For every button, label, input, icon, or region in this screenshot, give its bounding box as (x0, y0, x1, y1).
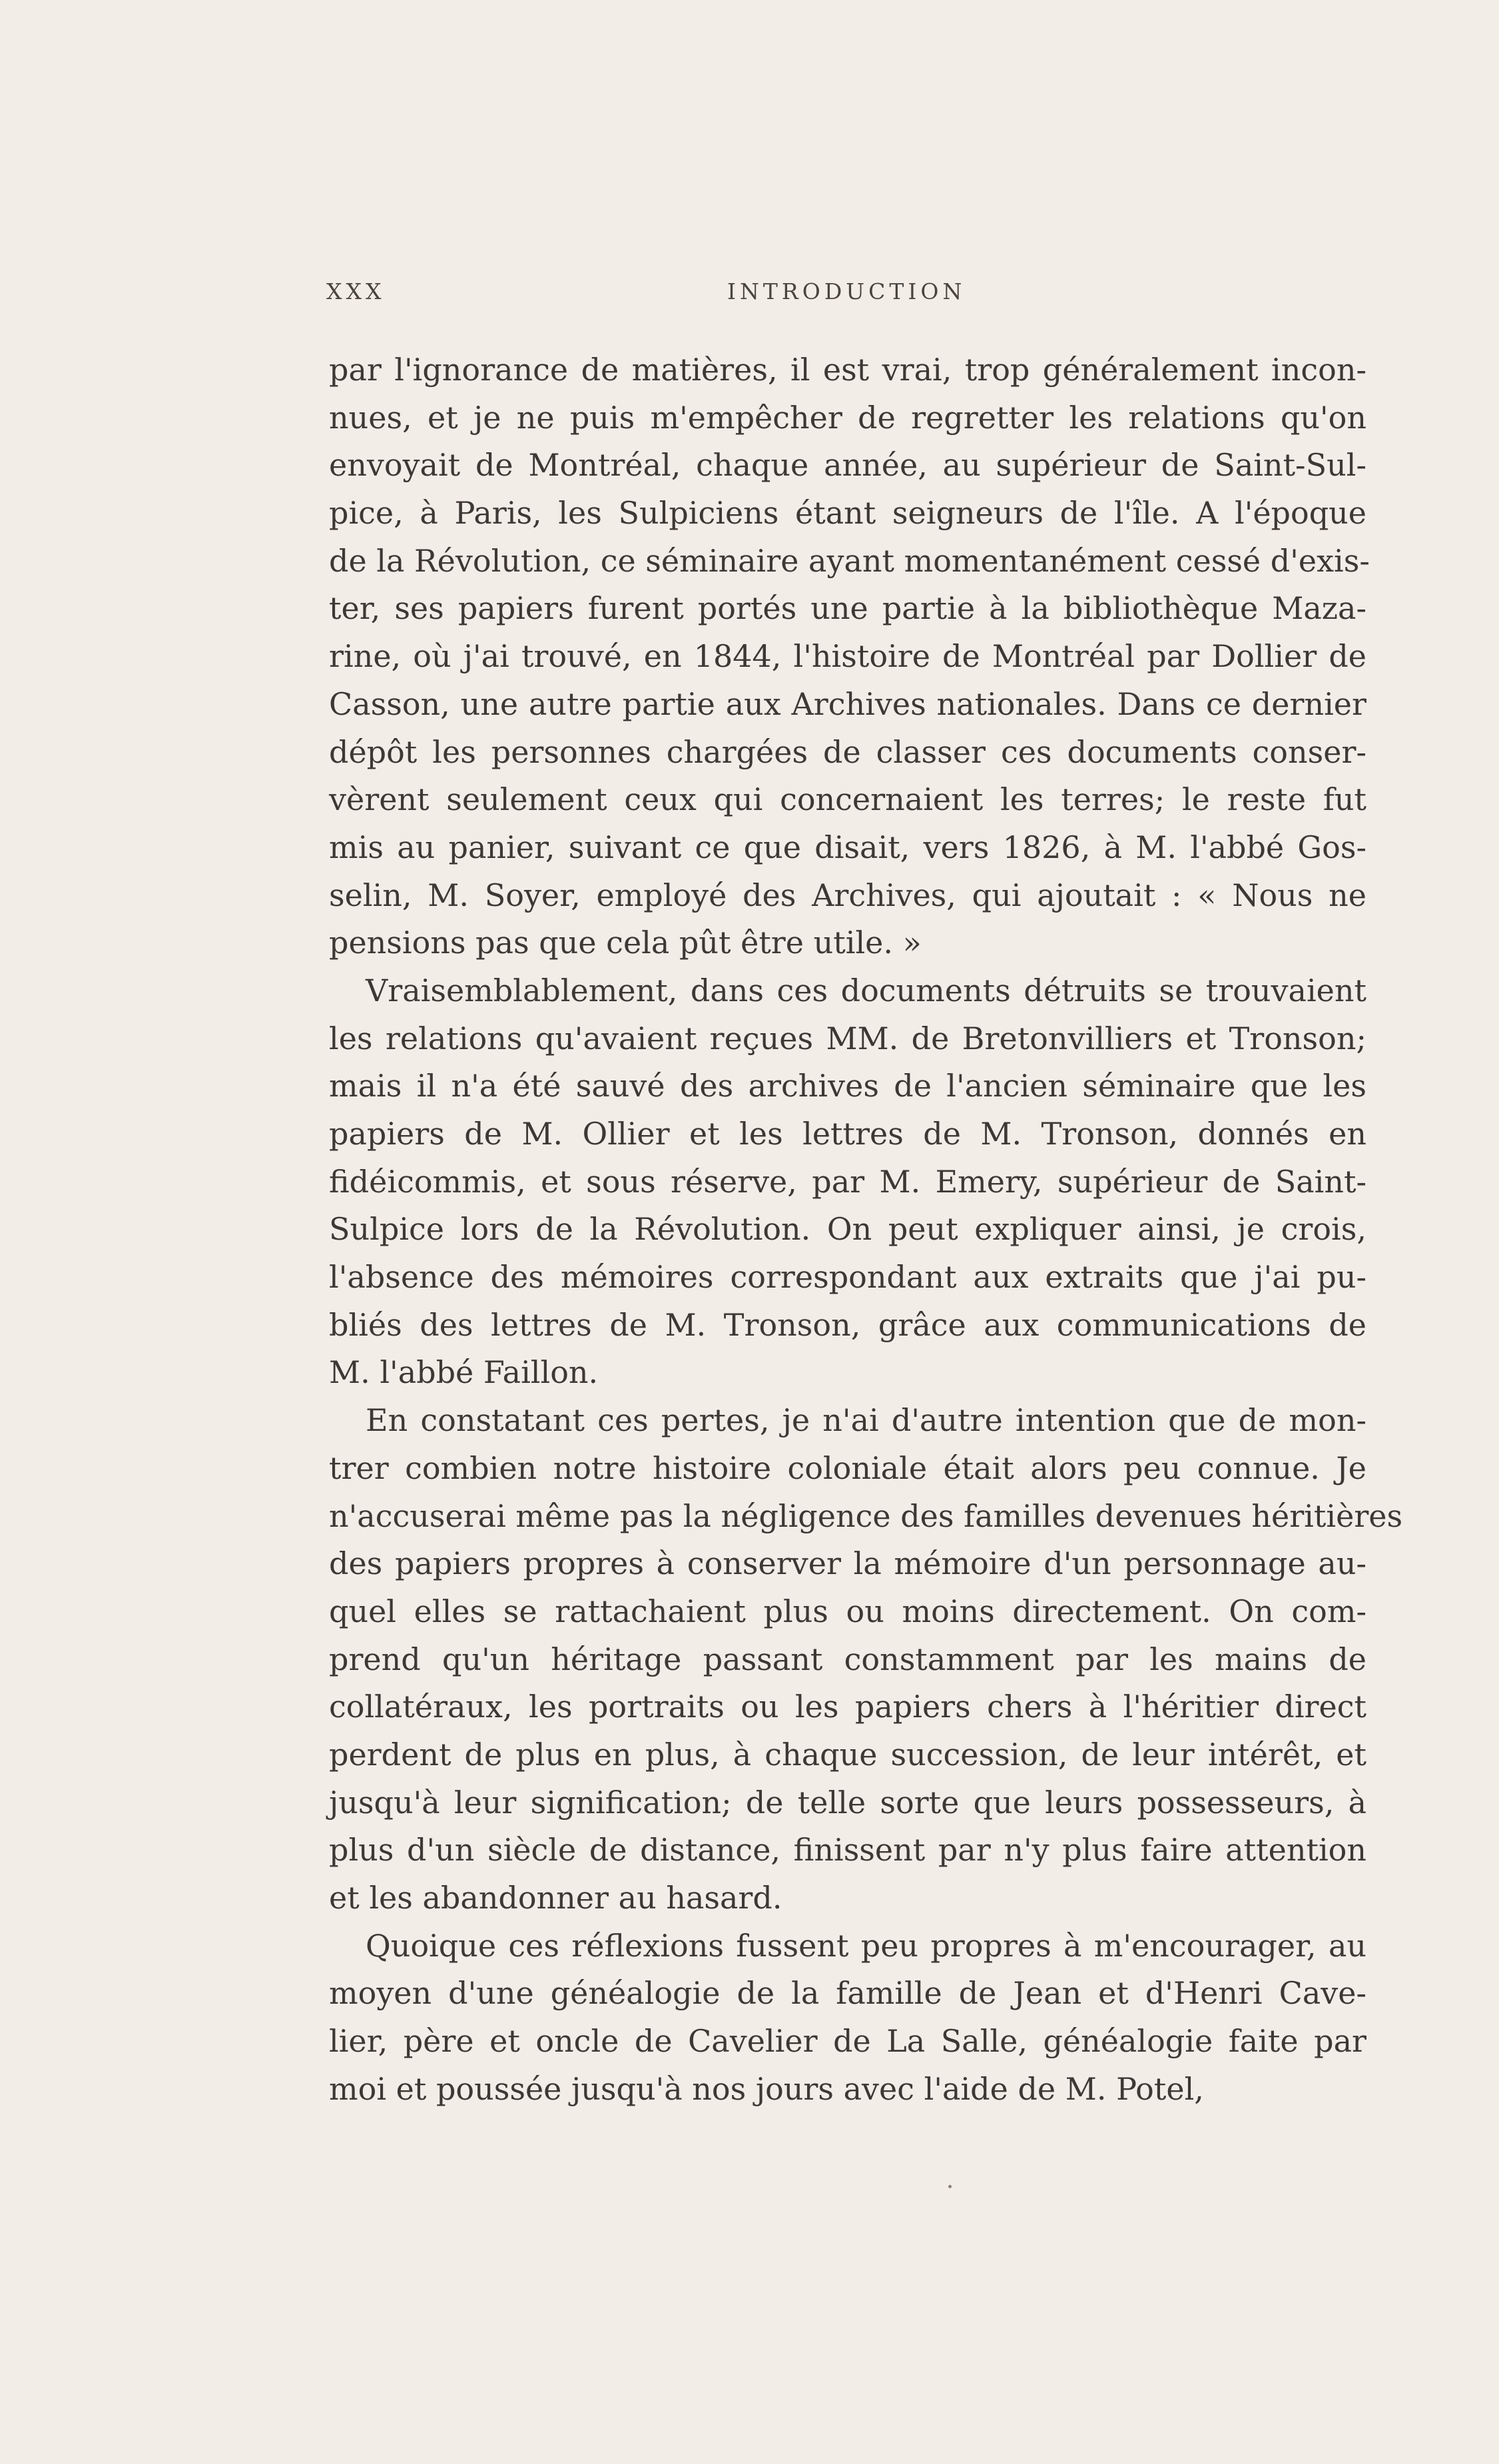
text-line: pice, à Paris, les Sulpiciens étant seigneurs de l'île. A l'époque (329, 495, 1366, 532)
text-line: trer combien notre histoire coloniale était alors peu connue. Je (329, 1449, 1366, 1486)
text-line: pensions pas que cela pût être utile. » (329, 925, 922, 961)
text-line: rine, où j'ai trouvé, en 1844, l'histoire de Montréal par Dollier de (329, 638, 1366, 675)
text-line: par l'ignorance de matières, il est vrai, trop généralement incon- (329, 352, 1366, 388)
chapter-title: INTRODUCTION (727, 278, 966, 304)
running-head (326, 278, 1365, 312)
text-line: selin, M. Soyer, employé des Archives, qui ajoutait : « Nous ne (329, 877, 1366, 913)
text-line: prend qu'un héritage passant constamment par les mains de (329, 1641, 1366, 1677)
text-line: perdent de plus en plus, à chaque succession, de leur intérêt, et (329, 1736, 1366, 1773)
text-line: vèrent seulement ceux qui concernaient les terres; le reste fut (329, 781, 1366, 818)
text-line: bliés des lettres de M. Tronson, grâce aux communications de (329, 1306, 1366, 1343)
text-line: mais il n'a été sauvé des archives de l'ancien séminaire que les (329, 1068, 1366, 1104)
text-line: En constatant ces pertes, je n'ai d'autre intention que de mon- (366, 1402, 1366, 1439)
text-line: moyen d'une généalogie de la famille de Jean et d'Henri Cave- (329, 1975, 1366, 2012)
text-line: Sulpice lors de la Révolution. On peut expliquer ainsi, je crois, (329, 1211, 1366, 1248)
text-line: des papiers propres à conserver la mémoire d'un personnage au- (329, 1545, 1366, 1582)
text-line: l'absence des mémoires correspondant aux extraits que j'ai pu- (329, 1259, 1366, 1296)
text-line: M. l'abbé Faillon. (329, 1354, 599, 1391)
text-line: mis au panier, suivant ce que disait, vers 1826, à M. l'abbé Gos- (329, 829, 1366, 865)
text-line: nues, et je ne puis m'empêcher de regretter les relations qu'on (329, 399, 1366, 436)
paper-speck (948, 2185, 952, 2188)
text-line: collatéraux, les portraits ou les papiers chers à l'héritier direct (329, 1689, 1366, 1725)
text-line: envoyait de Montréal, chaque année, au supérieur de Saint-Sul- (329, 447, 1366, 484)
body-text (329, 346, 1403, 2145)
text-line: jusqu'à leur signification; de telle sorte que leurs possesseurs, à (329, 1784, 1366, 1821)
text-line: Vraisemblablement, dans ces documents détruits se trouvaient (366, 972, 1366, 1009)
text-line: dépôt les personnes chargées de classer ces documents conser- (329, 733, 1366, 770)
text-line: les relations qu'avaient reçues MM. de Bretonvilliers et Tronson; (329, 1020, 1366, 1056)
text-line: Quoique ces réflexions fussent peu propres à m'encourager, au (366, 1927, 1366, 1964)
page-number: XXX (326, 278, 386, 304)
text-line: Casson, une autre partie aux Archives nationales. Dans ce dernier (329, 685, 1366, 722)
text-line: de la Révolution, ce séminaire ayant momentanément cessé d'exis- (329, 542, 1370, 579)
text-line: quel elles se rattachaient plus ou moins directement. On com- (329, 1593, 1366, 1629)
text-line: ter, ses papiers furent portés une partie à la bibliothèque Maza- (329, 590, 1366, 627)
text-line: papiers de M. Ollier et les lettres de M. Tronson, donnés en (329, 1116, 1366, 1152)
text-line: et les abandonner au hasard. (329, 1880, 782, 1916)
text-line: plus d'un siècle de distance, finissent par n'y plus faire attention (329, 1832, 1366, 1868)
text-line: fidéicommis, et sous réserve, par M. Emery, supérieur de Saint- (329, 1163, 1366, 1200)
text-line: n'accuserai même pas la négligence des familles devenues héritières (329, 1497, 1403, 1534)
text-line: moi et poussée jusqu'à nos jours avec l'aide de M. Potel, (329, 2070, 1204, 2107)
text-line: lier, père et oncle de Cavelier de La Salle, généalogie faite par (329, 2023, 1366, 2060)
